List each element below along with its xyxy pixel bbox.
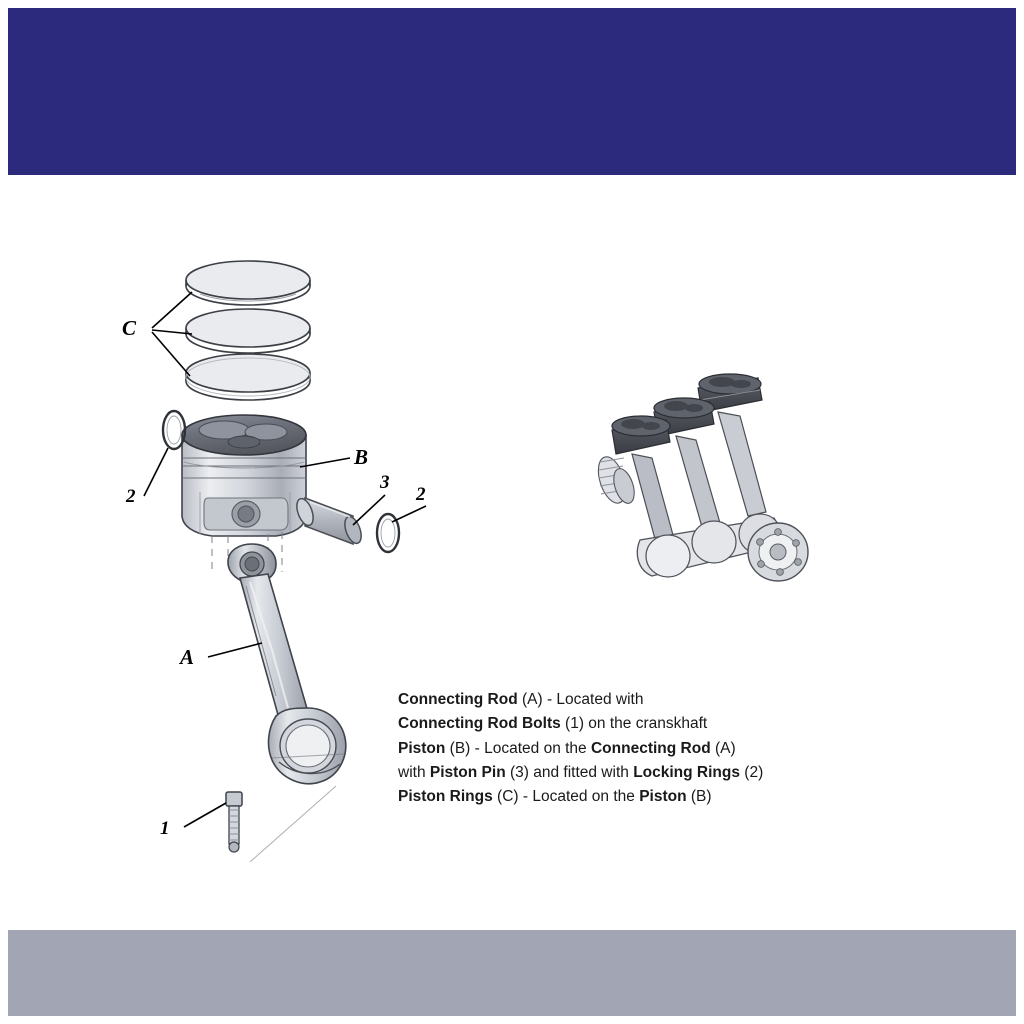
- caption-text-5a: (C) - Located on the: [492, 788, 640, 806]
- caption-text-1: (A) - Located with: [517, 691, 644, 708]
- caption-text-4a: with: [398, 763, 430, 781]
- callout-label-A: A: [180, 645, 195, 669]
- caption-line-2: [398, 712, 898, 736]
- caption-text-2: (1) on the cranskhaft: [560, 715, 708, 733]
- caption-term-piston-rings: Piston Rings: [398, 788, 493, 806]
- caption-line-3: [398, 737, 898, 761]
- caption-text-4c: (2): [739, 763, 764, 781]
- caption-text-4b: (3) and fitted with: [505, 763, 634, 781]
- callout-label-3: 3: [380, 472, 390, 493]
- piston-ring-bottom: [186, 354, 310, 400]
- footer-band: [8, 930, 1016, 1016]
- caption-term-piston-pin: Piston Pin: [429, 763, 506, 781]
- callout-label-B: B: [354, 445, 369, 469]
- caption-text-3b: (A): [710, 739, 736, 757]
- header-band: [8, 8, 1016, 175]
- callout-leader-1: [184, 803, 226, 827]
- caption-term-locking-rings: Locking Rings: [633, 763, 740, 781]
- crankshaft-flange: [748, 523, 808, 581]
- assembly-piston-3: [612, 416, 670, 454]
- callout-leader-2-right: [392, 506, 426, 522]
- callout-label-2-right: 2: [416, 484, 426, 505]
- locking-ring-left: [163, 411, 185, 449]
- caption-block: [398, 688, 898, 809]
- caption-term-piston-2: Piston: [639, 788, 687, 806]
- connecting-rod-bolt: [226, 792, 242, 852]
- caption-term-connecting-rod-bolts: Connecting Rod Bolts: [398, 715, 561, 733]
- caption-term-piston: Piston: [398, 739, 446, 757]
- connecting-rod: [228, 544, 346, 862]
- crankshaft-sprocket: [593, 453, 638, 506]
- caption-line-1: [398, 688, 898, 712]
- callout-leader-C: [152, 292, 192, 376]
- piston-group: [182, 415, 306, 536]
- caption-line-5: [398, 785, 898, 809]
- assembly-rod-2: [676, 436, 722, 534]
- caption-term-connecting-rod-2: Connecting Rod: [590, 739, 711, 757]
- callout-leader-A: [208, 643, 262, 657]
- callout-leader-2-left: [144, 448, 168, 496]
- callout-label-2-left: 2: [126, 486, 136, 507]
- piston-ring-middle: [186, 309, 310, 353]
- piston-pin: [294, 496, 365, 545]
- caption-term-connecting-rod: Connecting Rod: [398, 691, 518, 708]
- callout-label-1: 1: [160, 818, 170, 839]
- callout-leader-B: [300, 458, 350, 467]
- crankshaft-assembly: [593, 374, 808, 581]
- piston-ring-top: [186, 261, 310, 305]
- caption-line-4: [398, 761, 898, 785]
- caption-text-3a: (B) - Located on the: [445, 739, 591, 757]
- assembly-rod-1: [718, 412, 766, 516]
- callout-label-C: C: [122, 316, 137, 340]
- piston-rings-group: [186, 261, 310, 400]
- caption-text-5b: (B): [686, 788, 712, 806]
